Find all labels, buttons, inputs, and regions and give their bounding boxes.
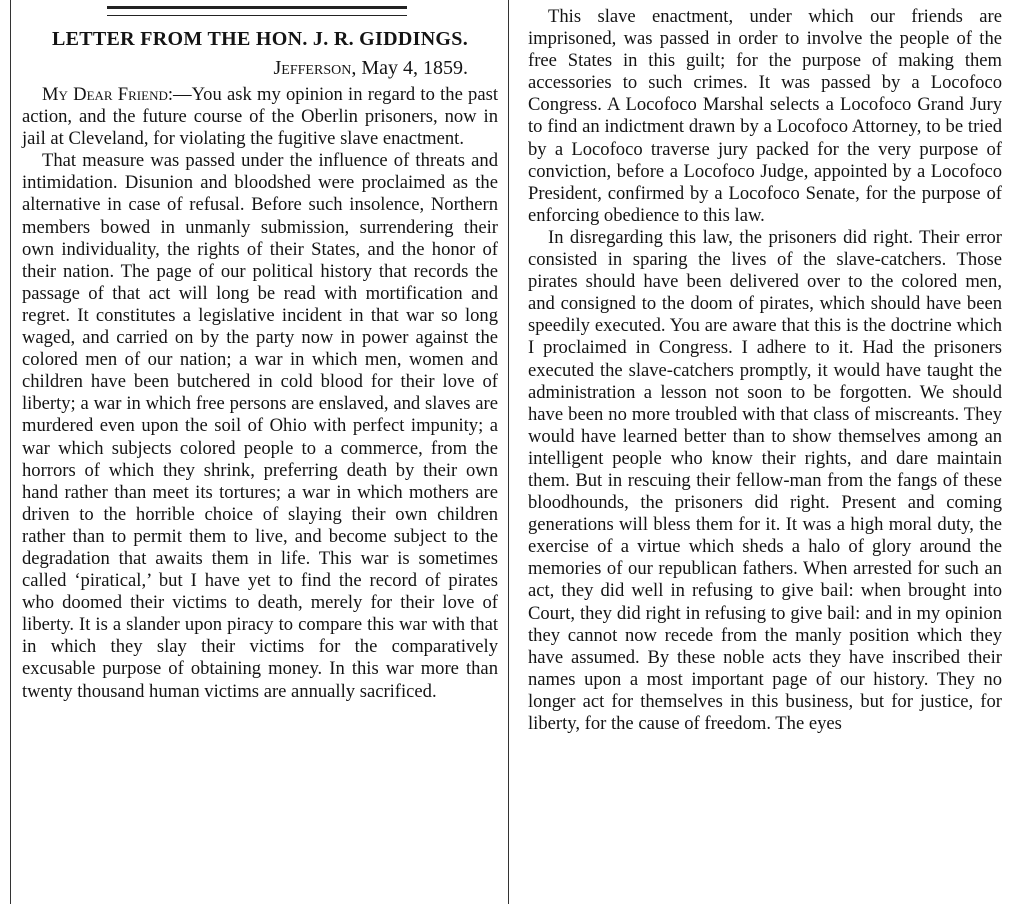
dateline-place: Jefferson	[273, 57, 352, 79]
headline-rule	[107, 6, 407, 16]
dateline-date: , May 4, 1859.	[351, 57, 468, 79]
headline: LETTER FROM THE HON. J. R. GIDDINGS.	[51, 28, 469, 50]
paragraph-3: This slave enactment, under which our friends are imprisoned, was passed in order to involve the people of the free States in this guilt; for the purpose of making them accessories to such crimes. It was passed by a Locofoco Congress. A Locofoco Marshal selects a Locofoco Grand Jury to find an indictment drawn by a Locofoco Attorney, to be tried by a Locofoco traverse jury packed for the very purpose of conviction, before a Locofoco Judge, appointed by a Locofoco President, confirmed by a Locofoco Senate, for the purpose of enforcing obedience to this law.	[528, 6, 1002, 226]
column-divider	[508, 0, 509, 904]
paragraph-1-text: :—You ask my opinion in regard to the past action, and the future course of the Oberlin prisoners, now in jail at Cleveland, for violating the fugitive slave enactment.	[22, 84, 498, 150]
paragraph-4: In disregarding this law, the prisoners did right. Their error consisted in sparing the lives of the slave-catchers. Those pirates should have been delivered over to the colored men, and consigned to the doom of pirates, which should have been speedily executed. You are aware that this is the doctrine which I proclaimed in Congress. I adhere to it. Had the prisoners executed the slave-catchers promptly, it would have taught the administration a lesson not soon to be forgotten. We should have been no more troubled with that class of miscreants. They would have learned better than to show themselves among an intelligent people who know their rights, and dare maintain them. But in rescuing their fellow-man from the fangs of these bloodhounds, the prisoners did right. Present and coming generations will bless them for it. It was a high moral duty, the exercise of a virtue which sheds a halo of glory around the memories of our republican fathers. When arrested for such an act, they did well in refusing to give bail: when brought into Court, they did right in refusing to give bail: and in my opinion they cannot now recede from the manly position which they have assumed. By these noble acts they have inscribed their names upon a most important page of our history. They no longer act for themselves in this business, but for justice, for liberty, for the cause of freedom. The eyes	[528, 226, 1002, 734]
dateline	[22, 57, 468, 80]
paragraph-salutation	[22, 84, 498, 150]
paragraph-2: That measure was passed under the influence of threats and intimidation. Disunion and bloodshed were proclaimed as the alternative in case of refusal. Before such insolence, Northern members bowed in unmanly submission, surrendering their own individuality, the rights of their States, and the honor of their nation. The page of our political history that records the passage of that act will long be read with mortification and regret. It constitutes a legislative incident in that war so long waged, and carried on by the party now in power against the colored men of our nation; a war in which men, women and children have been butchered in cold blood for their love of liberty; a war in which free persons are enslaved, and slaves are murdered even upon the soil of Ohio with perfect impunity; a war which subjects colored people to a commerce, from the horrors of which they shrink, preferring death by their own hand rather than meet its tortures; a war in which mothers are driven to the horrible choice of slaying their own children rather than to permit them to live, and become subject to the degradation that awaits them in life. This war is sometimes called ‘piratical,’ but I have yet to find the record of pirates who doomed their victims to death, merely for their love of liberty. It is a slander upon piracy to compare this war with that in which they slay their victims for the comparatively excusable purpose of obtaining money. In this war more than twenty thousand human victims are annually sacrificed.	[22, 150, 498, 702]
salutation: My Dear Friend	[42, 84, 168, 105]
right-column	[510, 0, 1010, 904]
